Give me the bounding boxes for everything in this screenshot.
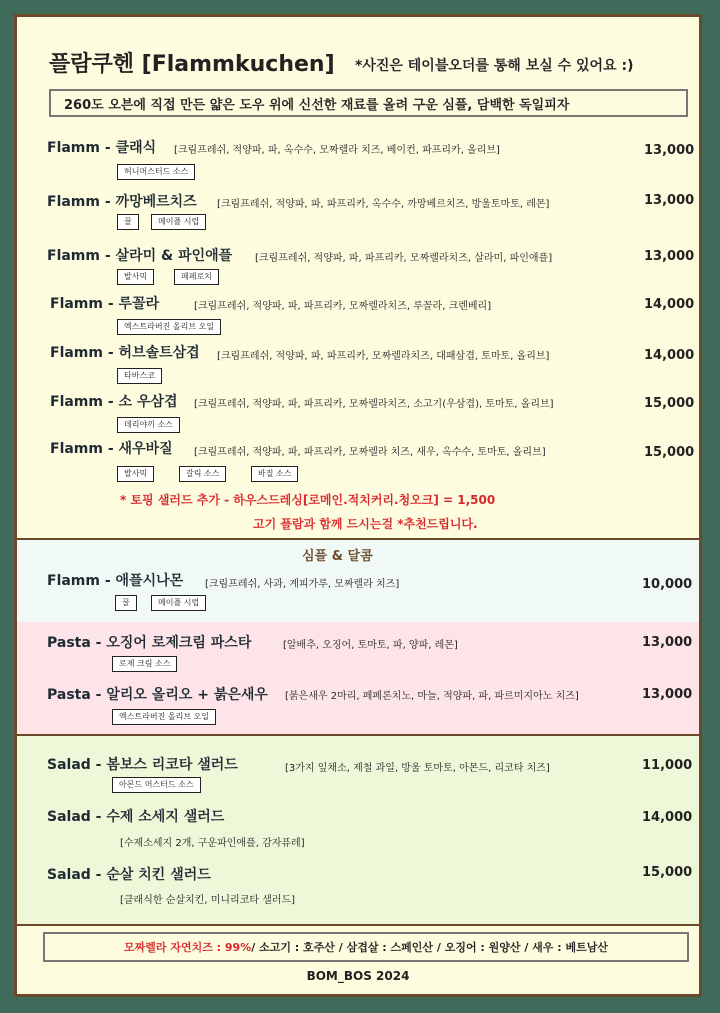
menu-item-price: 15,000: [644, 396, 695, 411]
origin-list: / 소고기 : 호주산 / 삼겹살 : 스페인산 / 오징어 : 원양산 / 새우 : 베트남산: [251, 941, 608, 954]
sauce-tag: 발사믹: [117, 269, 154, 285]
menu-item-name: Flamm - 애플시나몬: [47, 573, 184, 589]
menu-item-name: Salad - 봄보스 리코타 샐러드: [47, 757, 238, 773]
sauce-tag: 꿀: [115, 595, 137, 611]
sauce-tag: 엑스트라버진 올리브 오일: [117, 319, 221, 335]
menu-item-desc: [크림프레쉬, 적양파, 파, 파프리카, 모짜렐라치즈, 소고기(우삼겹), 토마토, 올리브]: [194, 399, 554, 410]
menu-item-name: Flamm - 까망베르치즈: [47, 194, 197, 210]
menu-item-name: Salad - 수제 소세지 샐러드: [47, 809, 225, 825]
menu-item-price: 10,000: [642, 577, 693, 592]
menu-item-desc: [크림프레쉬, 적양파, 파, 파프리카, 옥수수, 까망베르치즈, 방울토마토, 레몬]: [217, 199, 550, 210]
sauce-tag: 바질 소스: [251, 466, 298, 482]
topping-offer: * 토핑 샐러드 추가 - 하우스드레싱[로메인.적치커리.청오크] = 1,500: [120, 493, 496, 507]
sauce-tag: 갈릭 소스: [179, 466, 226, 482]
menu-item-price: 13,000: [642, 635, 693, 650]
menu-item-name: Flamm - 새우바질: [50, 441, 173, 457]
pasta-section: [17, 622, 699, 736]
photo-note: *사진은 테이블오더를 통해 보실 수 있어요 :): [355, 58, 634, 74]
section-heading: 심플 & 달콤: [302, 549, 373, 564]
salad-section: [17, 734, 699, 926]
menu-item-name: Salad - 순살 치킨 샐러드: [47, 867, 211, 883]
menu-item-price: 13,000: [644, 249, 695, 264]
menu-item-name: Flamm - 소 우삼겹: [50, 394, 178, 410]
menu-item-desc: [클래식한 순살치킨, 미니리코타 샐러드]: [120, 895, 296, 906]
menu-item-name: Flamm - 클래식: [47, 140, 157, 156]
menu-item-price: 11,000: [642, 758, 693, 773]
menu-item-price: 13,000: [644, 143, 695, 158]
menu-item-desc: [3가지 잎채소, 제철 과일, 방울 토마토, 아몬드, 리코타 치즈]: [285, 763, 550, 774]
menu-item-price: 13,000: [644, 193, 695, 208]
footer-brand: BOM_BOS 2024: [306, 969, 410, 983]
cheese-origin: 모짜렐라 자연치즈 : 99%: [124, 941, 252, 954]
menu-item-name: Flamm - 루꼴라: [50, 296, 160, 312]
sauce-tag: 데리야끼 소스: [117, 417, 180, 433]
menu-item-desc: [크림프레쉬, 적양파, 파, 파프리카, 모짜렐라치즈, 대패삼겹, 토마토, 올리브]: [217, 351, 550, 362]
topping-recommendation: 고기 플람과 함께 드시는걸 *추천드립니다.: [253, 517, 478, 531]
intro-box: [49, 89, 688, 117]
simple-sweet-section: [17, 538, 699, 626]
menu-item-price: 14,000: [644, 297, 695, 312]
sauce-tag: 메이플 시럽: [151, 595, 206, 611]
sauce-tag: 아몬드 머스터드 소스: [112, 777, 201, 793]
menu-item-desc: [크림프레쉬, 적양파, 파, 파프리카, 모짜렐라치즈, 루꼴라, 크렌베리]: [194, 301, 492, 312]
sauce-tag: 타바스코: [117, 368, 162, 384]
sauce-tag: 로제 크림 소스: [112, 656, 177, 672]
menu-board: [14, 14, 702, 997]
menu-item-price: 15,000: [644, 445, 695, 460]
menu-item-price: 14,000: [642, 810, 693, 825]
sauce-tag: 엑스트라버진 올리브 오일: [112, 709, 216, 725]
menu-item-desc: [알배추, 오징어, 토마토, 파, 양파, 레몬]: [283, 640, 458, 651]
menu-item-name: Pasta - 알리오 올리오 + 붉은새우: [47, 687, 268, 703]
menu-item-name: Flamm - 살라미 & 파인애플: [47, 248, 233, 264]
menu-item-desc: [크림프레쉬, 적양파, 파, 파프리카, 모짜렐라 치즈, 새우, 옥수수, 토마토, 올리브]: [194, 447, 546, 458]
sauce-tag: 메이플 시럽: [151, 214, 206, 230]
sauce-tag: 발사믹: [117, 466, 154, 482]
menu-item-desc: [붉은새우 2마리, 페페론치노, 마늘, 적양파, 파, 파르미지아노 치즈]: [285, 691, 579, 702]
intro-text: 260도 오븐에 직접 만든 얇은 도우 위에 신선한 재료를 올려 구운 심플, 담백한 독일피자: [64, 97, 570, 113]
menu-item-name: Pasta - 오징어 로제크림 파스타: [47, 635, 252, 651]
menu-item-desc: [수제소세지 2개, 구운파인애플, 감자퓨레]: [120, 838, 305, 849]
menu-item-desc: [크림프레쉬, 적양파, 파, 파프리카, 모짜렐라치즈, 살라미, 파인애플]: [255, 253, 553, 264]
menu-title: 플람쿠헨 [Flammkuchen]: [49, 52, 335, 77]
menu-item-price: 13,000: [642, 687, 693, 702]
menu-item-desc: [크림프레쉬, 적양파, 파, 옥수수, 모짜렐라 치즈, 베이컨, 파프리카, 올리브]: [174, 145, 500, 156]
menu-item-desc: [크림프레쉬, 사과, 계피가루, 모짜렐라 치즈]: [205, 579, 400, 590]
menu-item-price: 15,000: [642, 865, 693, 880]
sauce-tag: 페페로치: [174, 269, 219, 285]
origin-info-box: [43, 932, 689, 962]
sauce-tag: 꿀: [117, 214, 139, 230]
menu-item-name: Flamm - 허브솔트삼겹: [50, 345, 200, 361]
sauce-tag: 허니머스터드 소스: [117, 164, 195, 180]
menu-item-price: 14,000: [644, 348, 695, 363]
